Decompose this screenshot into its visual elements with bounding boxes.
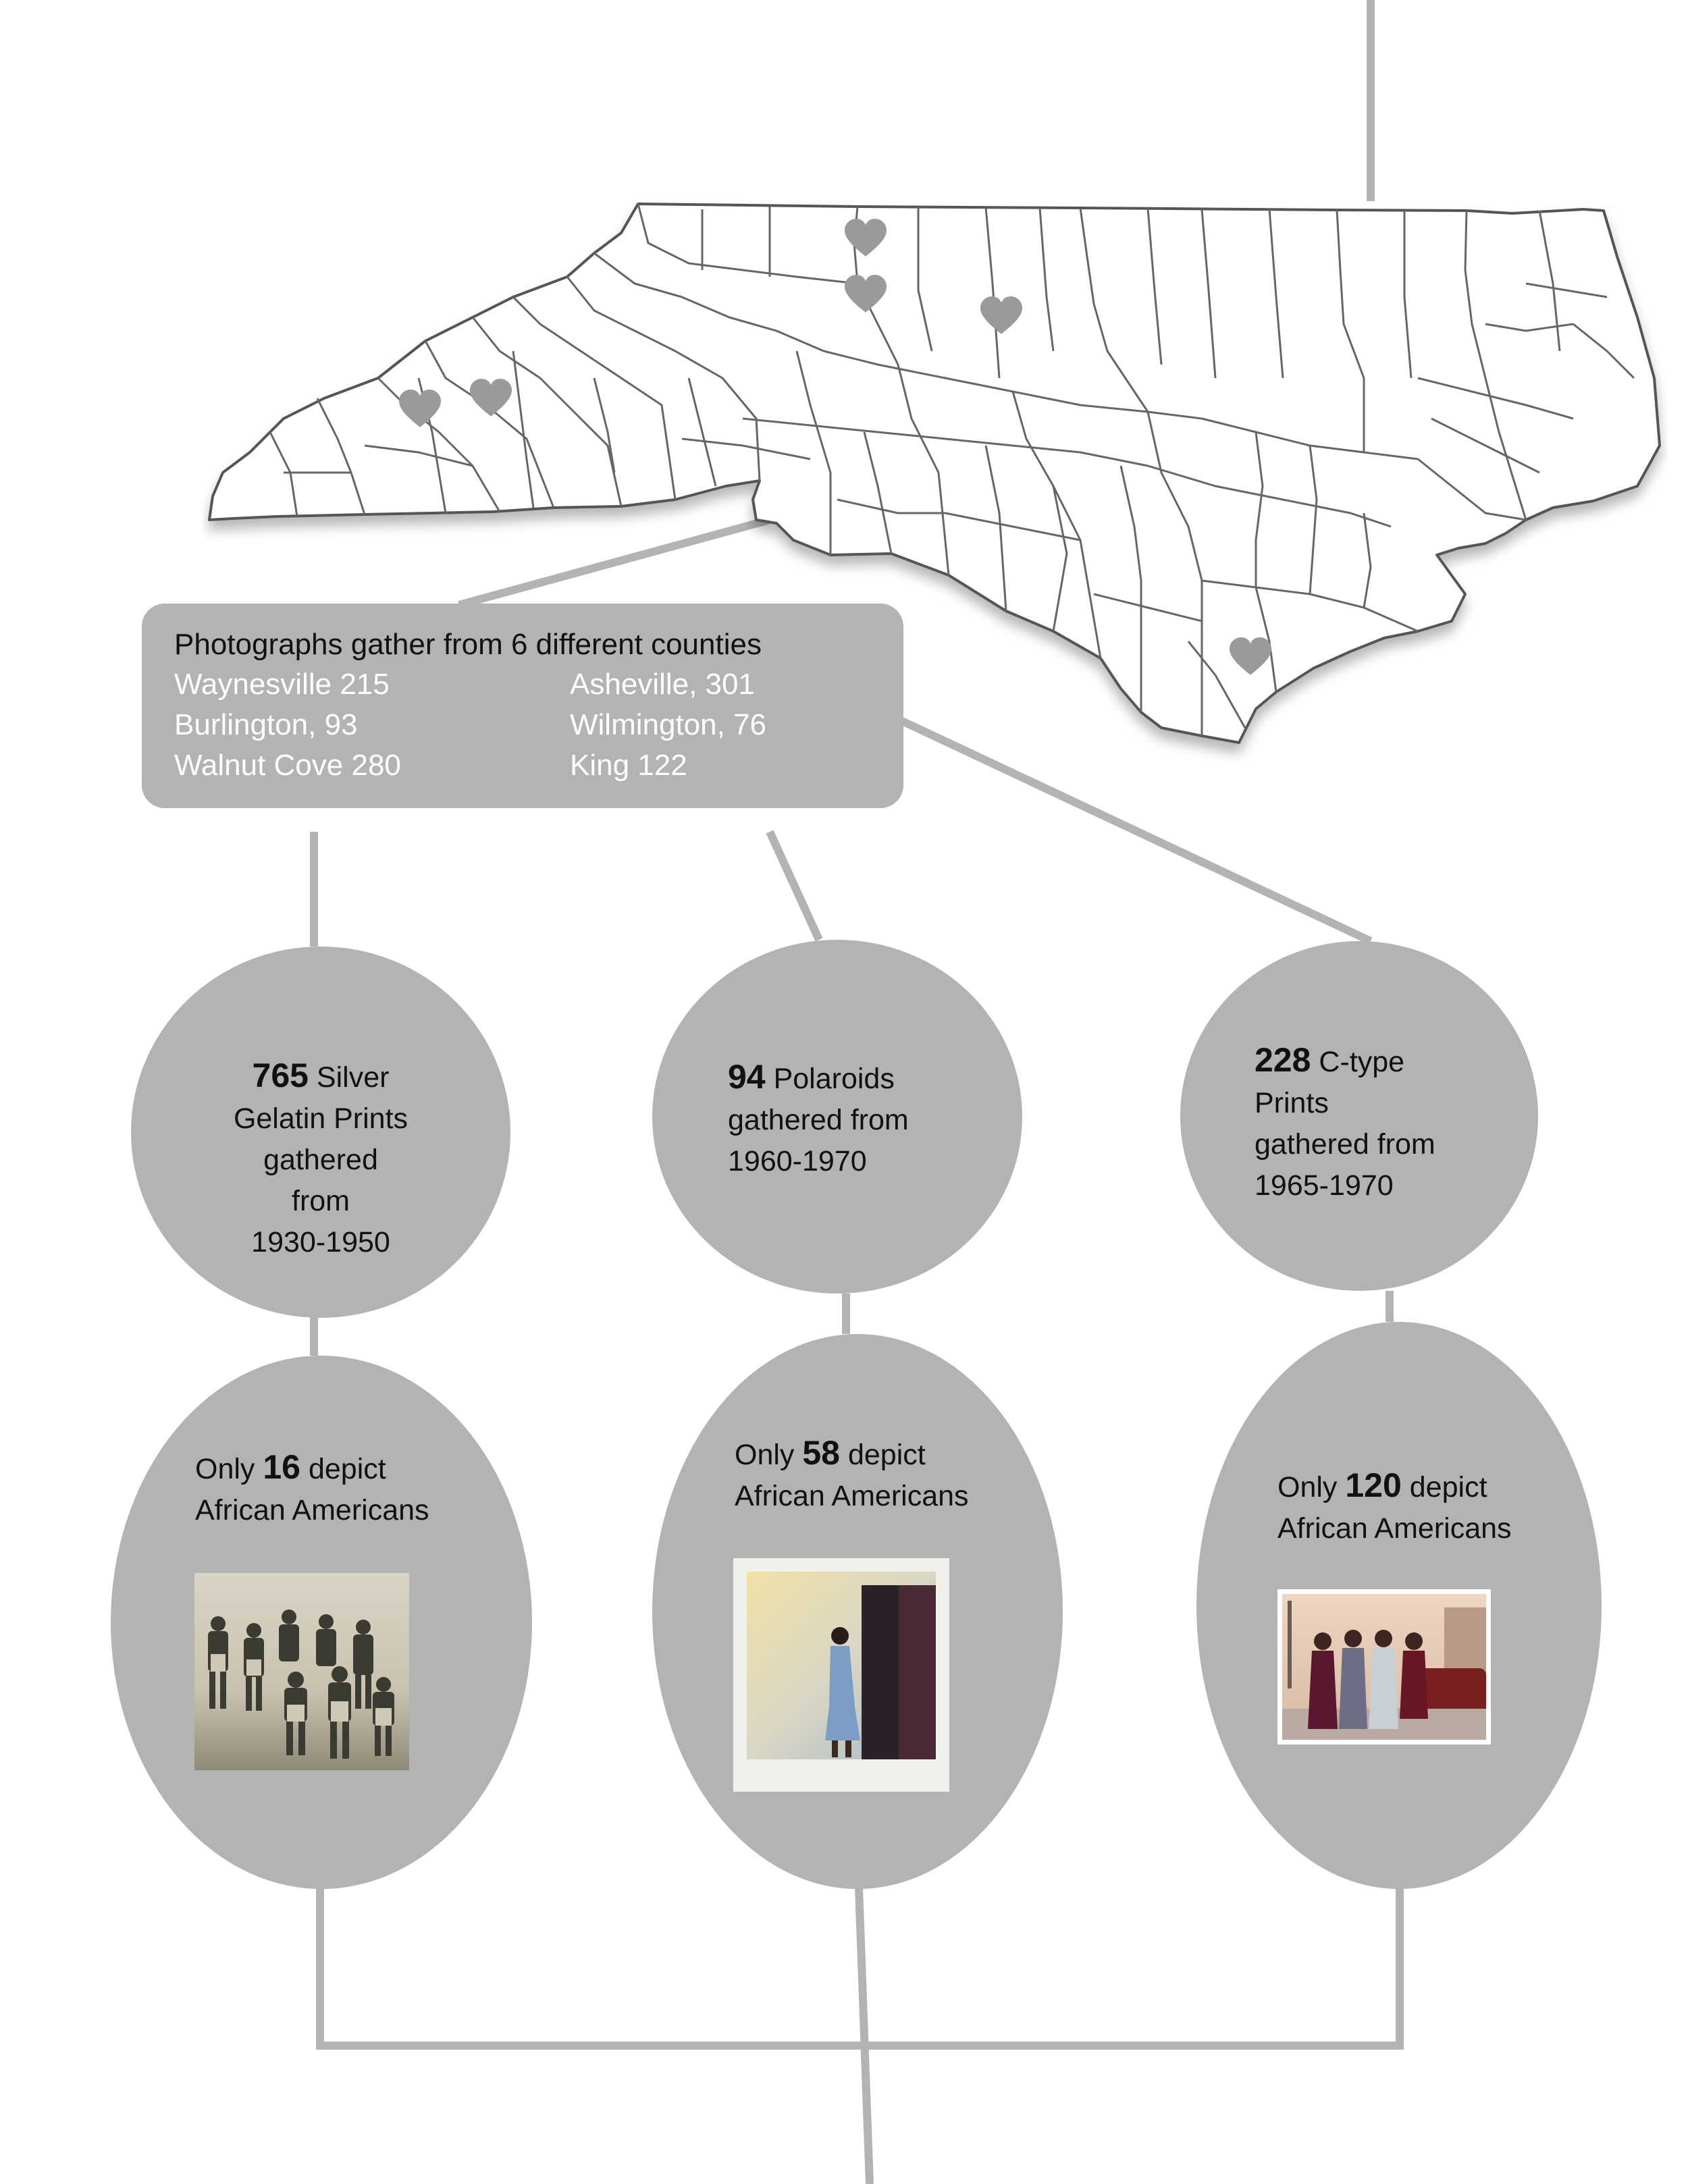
format-line: 1965-1970 xyxy=(1255,1169,1394,1202)
format-line: gathered from xyxy=(1255,1128,1435,1161)
depiction-count: 120 xyxy=(1345,1466,1402,1504)
county-entry: Walnut Cove 280 xyxy=(174,749,401,782)
depiction-prefix: Only xyxy=(1277,1471,1338,1503)
county-entry: Asheville, 301 xyxy=(570,668,755,701)
depiction-line2: African Americans xyxy=(195,1494,429,1526)
county-entry: Burlington, 93 xyxy=(174,708,358,741)
format-line: gathered xyxy=(263,1144,378,1176)
depiction-text-c-type xyxy=(1277,1465,1588,1549)
depiction-suffix: depict xyxy=(1409,1471,1487,1503)
depiction-suffix: depict xyxy=(308,1453,386,1485)
format-line: Polaroids xyxy=(773,1063,895,1095)
format-line: 1960-1970 xyxy=(728,1145,867,1177)
depiction-count: 58 xyxy=(802,1434,840,1472)
format-count: 228 xyxy=(1255,1041,1311,1079)
format-count: 765 xyxy=(252,1057,309,1094)
format-line: 1930-1950 xyxy=(251,1226,390,1258)
depiction-text-silver xyxy=(195,1447,506,1531)
format-line: Silver xyxy=(316,1061,390,1094)
format-count: 94 xyxy=(728,1058,766,1096)
county-entry: Wilmington, 76 xyxy=(570,708,767,741)
depiction-line2: African Americans xyxy=(1277,1512,1512,1545)
format-line: Gelatin Prints xyxy=(233,1102,408,1135)
silver-gelatin-photo xyxy=(194,1573,409,1770)
format-line: from xyxy=(292,1185,350,1217)
depiction-count: 16 xyxy=(263,1448,300,1486)
info-box-title: Photographs gather from 6 different counties xyxy=(174,628,762,661)
polaroid-photo xyxy=(733,1558,949,1792)
polaroid-text xyxy=(728,1057,984,1182)
depiction-prefix: Only xyxy=(735,1439,795,1471)
c-type-text xyxy=(1255,1040,1511,1206)
format-line: gathered from xyxy=(728,1104,909,1136)
depiction-suffix: depict xyxy=(847,1439,926,1471)
depiction-line2: African Americans xyxy=(735,1480,969,1512)
county-info-box xyxy=(142,604,903,808)
depiction-prefix: Only xyxy=(195,1453,255,1485)
county-entry: Waynesville 215 xyxy=(174,668,390,701)
c-type-photo xyxy=(1277,1589,1491,1744)
county-entry: King 122 xyxy=(570,749,687,782)
format-line: C-type xyxy=(1319,1046,1405,1078)
depiction-text-polaroid xyxy=(735,1433,1045,1517)
format-line: Prints xyxy=(1255,1087,1329,1119)
county-list xyxy=(174,664,903,786)
silver-gelatin-text xyxy=(176,1055,466,1263)
